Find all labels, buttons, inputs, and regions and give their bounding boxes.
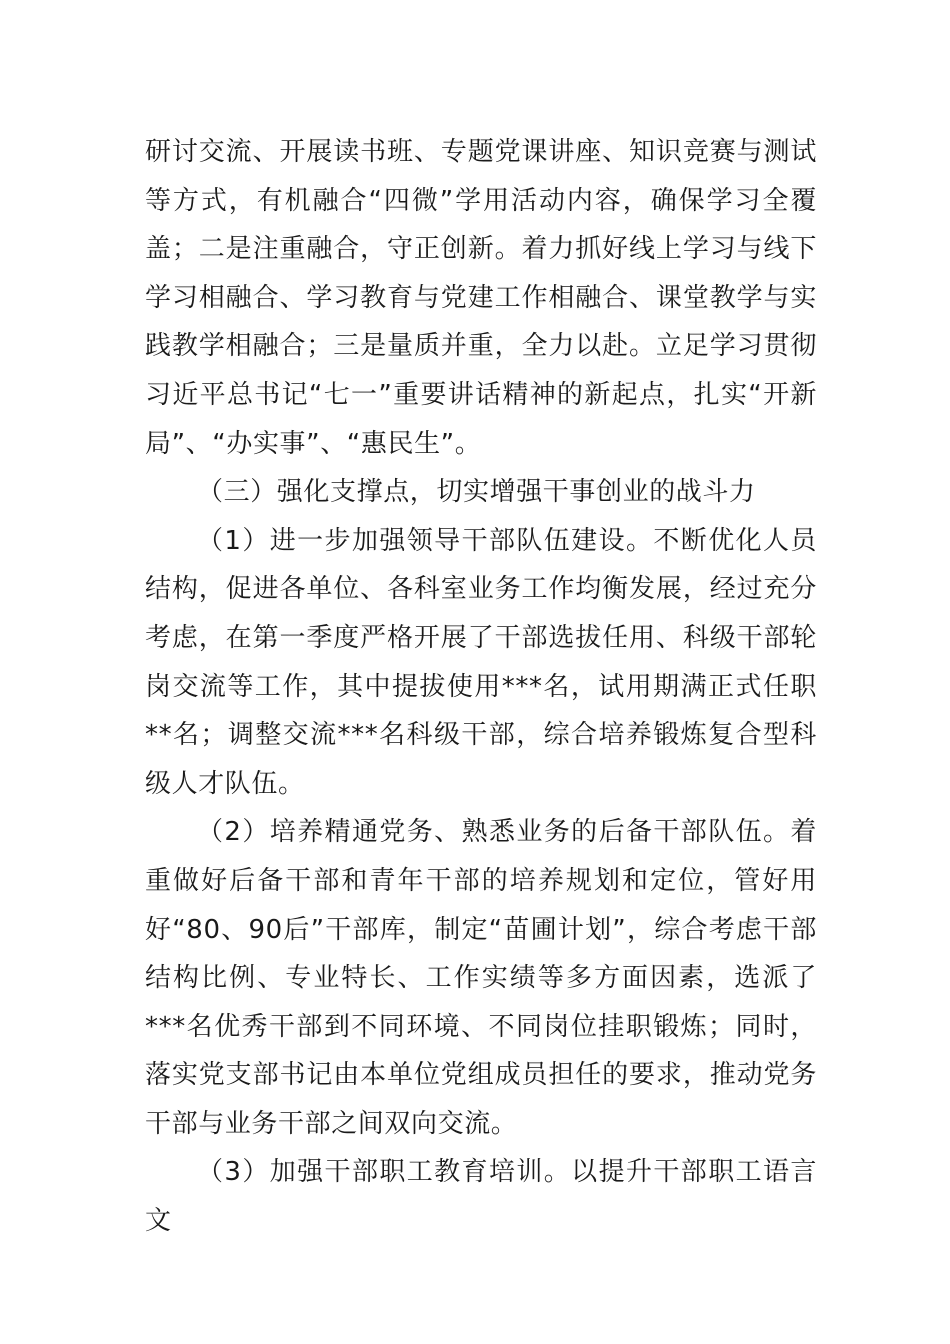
section-heading-three: （三）强化支撑点，切实增强干事创业的战斗力	[197, 477, 756, 508]
paragraph-study-methods: 研讨交流、开展读书班、专题党课讲座、知识竞赛与测试等方式，有机融合“四微”学用活动内容，确保学习全覆盖；二是注重融合，守正创新。着力抓好线上学习与线下学习相融合、学习教育与党建工作相融合、课堂教学与实践教学相融合；三是量质并重，全力以赴。立足学习贯彻习近平总书记“七一”重要讲话精神的新起点，扎实“开新局”、“办实事”、“惠民生”。	[145, 137, 817, 459]
paragraph-item-2: （2）培养精通党务、熟悉业务的后备干部队伍。着重做好后备干部和青年干部的培养规划和定位，管好用好“80、90后”干部库，制定“苗圃计划”，综合考虑干部结构比例、专业特长、工作实绩等多方面因素，选派了***名优秀干部到不同环境、不同岗位挂职锻炼；同时，落实党支部书记由本单位党组成员担任的要求，推动党务干部与业务干部之间双向交流。	[145, 817, 817, 1139]
document-body	[145, 128, 817, 1246]
paragraph-item-1: （1）进一步加强领导干部队伍建设。不断优化人员结构，促进各单位、各科室业务工作均衡发展，经过充分考虑，在第一季度严格开展了干部选拔任用、科级干部轮岗交流等工作，其中提拔使用***名，试用期满正式任职**名；调整交流***名科级干部，综合培养锻炼复合型科级人才队伍。	[145, 525, 817, 799]
paragraph-item-3: （3）加强干部职工教育培训。以提升干部职工语言文	[145, 1157, 817, 1237]
